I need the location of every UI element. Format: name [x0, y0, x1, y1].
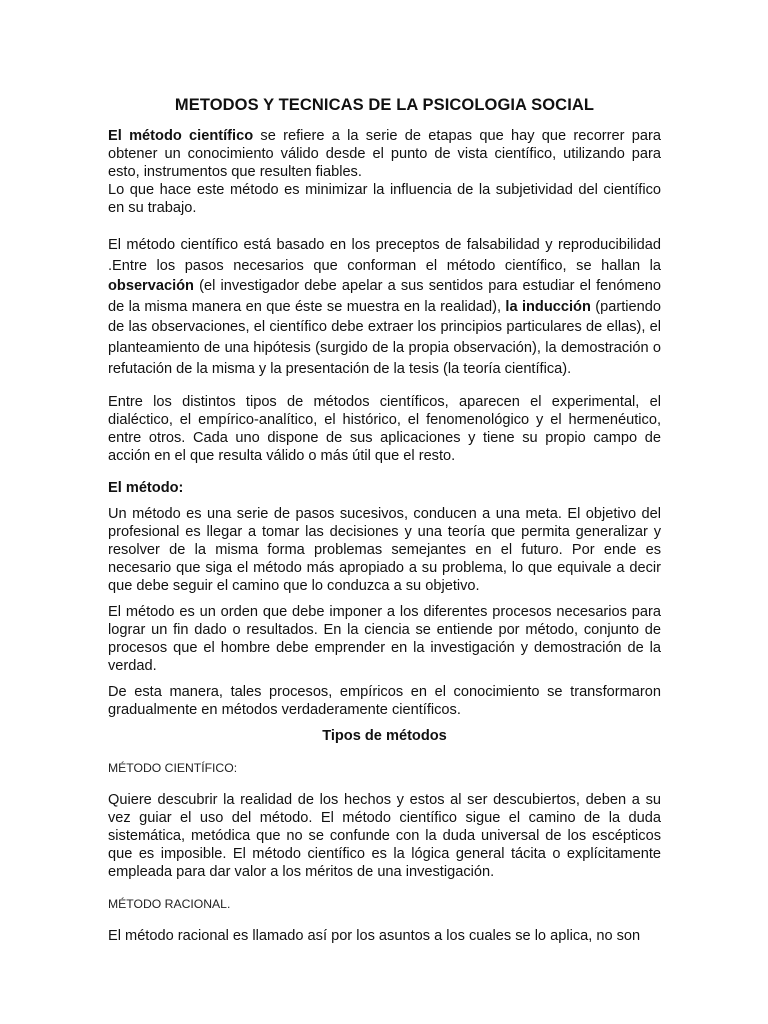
intro-line2: Lo que hace este método es minimizar la influencia de la subjetividad del científico en su trabajo.: [108, 182, 661, 216]
rational-method-label: MÉTODO RACIONAL.: [108, 897, 231, 912]
method-paragraph-1: Un método es una serie de pasos sucesivos, conducen a una meta. El objetivo del profesional es llegar a tomar las decisiones y una teoría que permita generalizar y resolver de la misma forma problemas semejantes en el futuro. Por ende es necesario que siga el método más apropiado a su problema, lo que equivale a decir que debe seguir el camino que lo conduzca a su objetivo.: [108, 506, 661, 595]
scientific-method-text: Quiere descubrir la realidad de los hechos y estos al ser descubiertos, deben a su vez guiar el uso del método. El método científico sigue el camino de la duda sistemática, metódica que no se confunde con la duda universal de los escépticos que es imposible. El método científico es la lógica general tácita o explícitamente empleada para dar valor a los méritos de una investigación.: [108, 792, 661, 881]
scientific-method-label: MÉTODO CIENTÍFICO:: [108, 761, 238, 776]
method-heading: El método:: [108, 480, 184, 497]
types-paragraph: Entre los distintos tipos de métodos científicos, aparecen el experimental, el dialéctico, el empírico-analítico, el histórico, el fenomenológico y el hermenéutico, entre otros. Cada uno dispone de sus aplicaciones y tiene su propio campo de acción en el que resulta válido o más útil que el resto.: [108, 394, 661, 465]
basis-text-2: (el investigador debe apelar a sus sentidos para estudiar el fenómeno de la misma manera en que éste se muestra en la realidad),: [108, 278, 661, 315]
page-title: METODOS Y TECNICAS DE LA PSICOLOGIA SOCIAL: [174, 96, 595, 114]
basis-bold-induccion: la inducción: [505, 298, 591, 315]
basis-bold-observacion: observación: [108, 278, 194, 295]
method-paragraph-2: El método es un orden que debe imponer a los diferentes procesos necesarios para lograr un fin dado o resultados. En la ciencia se entiende por método, conjunto de procesos que el hombre debe emprender en la investigación y demostración de la verdad.: [108, 604, 661, 675]
basis-paragraph: [108, 235, 661, 379]
intro-lead: El método científico: [108, 128, 254, 144]
method-paragraph-3: De esta manera, tales procesos, empíricos en el conocimiento se transformaron gradualmente en métodos verdaderamente científicos.: [108, 684, 661, 719]
rational-method-text: El método racional es llamado así por los asuntos a los cuales se lo aplica, no son: [108, 928, 641, 945]
intro-paragraph: [108, 127, 661, 181]
basis-text-1: El método científico está basado en los preceptos de falsabilidad y reproducibilidad .Entre los pasos necesarios que conforman el método científico, se hallan la: [108, 237, 661, 274]
basis-text-3: (partiendo de las observaciones, el científico debe extraer los principios particulares de ellas), el planteamiento de una hipótesis (surgido de la propia observación), la demostración o refutación de la misma y la presentación de la tesis (la teoría científica).: [108, 298, 661, 377]
types-heading: Tipos de métodos: [322, 728, 447, 745]
intro-text: se refiere a la serie de etapas que hay que recorrer para obtener un conocimiento válido desde el punto de vista científico, utilizando para esto, instrumentos que resulten fiables.: [108, 128, 661, 180]
